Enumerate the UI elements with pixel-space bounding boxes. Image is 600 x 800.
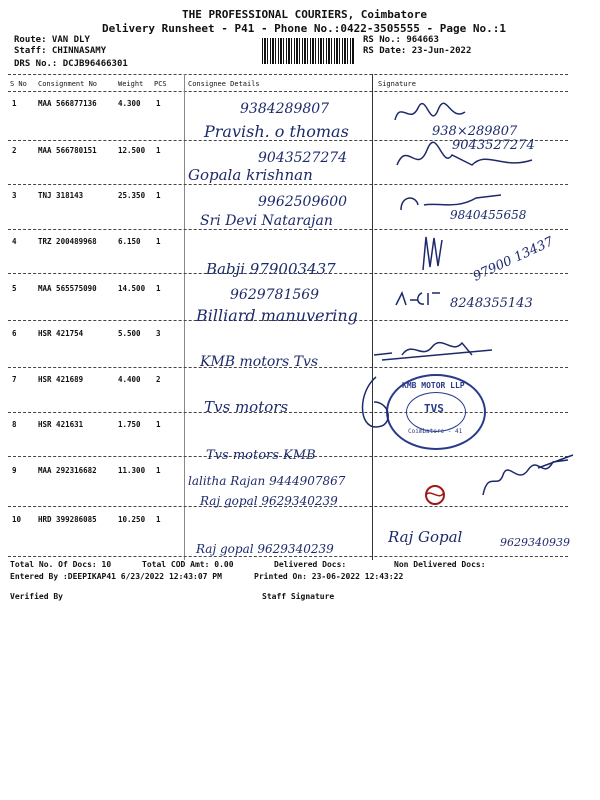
signature-text: 8248355143 [450, 296, 533, 311]
printed-on: Printed On: 23-06-2022 12:43:22 [254, 572, 404, 581]
row-weight: 5.500 [118, 329, 141, 338]
row-sno: 8 [12, 420, 17, 429]
handwritten-name: Sri Devi Natarajan [200, 213, 333, 229]
handwritten-phone: 9043527274 [258, 150, 348, 166]
rs-date: RS Date: 23-Jun-2022 [363, 46, 472, 56]
row-sno: 4 [12, 237, 17, 246]
rs-number: RS No.: 964663 [363, 35, 439, 45]
handwritten-name: Gopala krishnan [188, 166, 313, 184]
signature-scribble [392, 140, 542, 180]
col-header-pcs: PCS [154, 80, 167, 88]
col-header-signature: Signature [378, 80, 416, 88]
row-sno: 6 [12, 329, 17, 338]
barcode [262, 38, 354, 64]
row-sno: 5 [12, 284, 17, 293]
route: Route: VAN DLY [14, 35, 90, 45]
total-docs: Total No. Of Docs: 10 [10, 560, 112, 569]
company-title: THE PROFESSIONAL COURIERS, Coimbatore [182, 8, 428, 21]
company-stamp [386, 374, 486, 450]
handwritten-phone: 9384289807 [240, 101, 330, 117]
total-cod: Total COD Amt: 0.00 [142, 560, 234, 569]
row-sno: 3 [12, 191, 17, 200]
row-consignment: MAA 566780151 [38, 146, 97, 155]
row-consignment: HSR 421754 [38, 329, 84, 338]
verified-by: Verified By [10, 592, 63, 601]
signature-scribble [478, 450, 578, 500]
drs-number: DRS No.: DCJB96466301 [14, 59, 128, 69]
row-sno: 10 [12, 515, 22, 524]
signature-text: 9840455658 [450, 208, 527, 222]
stamp-name: KMB MOTOR LLP [402, 381, 465, 390]
handwritten-name: lalitha Rajan 9444907867 [188, 474, 346, 488]
red-signature [420, 480, 450, 510]
col-header-consignee: Consignee Details [188, 80, 260, 88]
row-consignment: MAA 565575090 [38, 284, 97, 293]
row-pcs: 1 [156, 284, 161, 293]
row-weight: 12.500 [118, 146, 146, 155]
row-weight: 4.400 [118, 375, 141, 384]
row-pcs: 1 [156, 420, 161, 429]
row-weight: 10.250 [118, 515, 146, 524]
handwritten-name-2: Raj gopal 9629340239 [200, 494, 338, 508]
handwritten-name: Tvs motors KMB [206, 448, 316, 463]
handwritten-name: Pravish. o thomas [204, 122, 349, 141]
row-sno: 1 [12, 99, 17, 108]
row-weight: 1.750 [118, 420, 141, 429]
row-consignment: HSR 421631 [38, 420, 84, 429]
signature-text: 938×289807 [432, 124, 518, 139]
stamp-city: Coimbatore - 41 [408, 428, 463, 435]
row-weight: 6.150 [118, 237, 141, 246]
handwritten-signature-name: Raj Gopal [388, 528, 463, 546]
row-pcs: 1 [156, 146, 161, 155]
signature-scribble [418, 232, 448, 272]
row-weight: 14.500 [118, 284, 146, 293]
signature-loop [356, 372, 396, 432]
handwritten-name: Billiard manuvering [196, 306, 358, 325]
col-header-weight: Weight [118, 80, 144, 88]
row-consignment: HSR 421689 [38, 375, 84, 384]
row-sno: 9 [12, 466, 17, 475]
row-weight: 4.300 [118, 99, 141, 108]
runsheet-subtitle: Delivery Runsheet - P41 - Phone No.:0422-3505555 - Page No.:1 [102, 22, 506, 35]
handwritten-name: Raj gopal 9629340239 [196, 542, 334, 556]
handwritten-phone: 9962509600 [258, 194, 348, 210]
row-weight: 11.300 [118, 466, 146, 475]
row-consignment: TRZ 200489968 [38, 237, 97, 246]
delivered-docs: Delivered Docs: [274, 560, 347, 569]
row-consignment: MAA 566877136 [38, 99, 97, 108]
row-pcs: 2 [156, 375, 161, 384]
col-header-consignment: Consignment No [38, 80, 98, 88]
stamp-brand: TVS [424, 402, 444, 415]
handwritten-phone: 9629781569 [230, 287, 320, 303]
handwritten-name: KMB motors Tvs [200, 354, 319, 370]
row-pcs: 1 [156, 237, 161, 246]
entered-by: Entered By :DEEPIKAP41 6/23/2022 12:43:07 PM [10, 572, 222, 581]
row-consignment: TNJ 318143 [38, 191, 84, 200]
row-pcs: 3 [156, 329, 161, 338]
signature-scribble [372, 335, 502, 365]
row-consignment: HRD 399286085 [38, 515, 97, 524]
row-pcs: 1 [156, 466, 161, 475]
row-pcs: 1 [156, 515, 161, 524]
signature-scribble [394, 290, 444, 310]
staff-signature: Staff Signature [262, 592, 335, 601]
signature-text: 9629340939 [500, 536, 570, 549]
handwritten-name: Tvs motors [204, 398, 289, 416]
signature-scribble [396, 190, 506, 220]
signature-text: 9043527274 [452, 138, 535, 153]
col-header-sno: S No [10, 80, 27, 88]
row-weight: 25.350 [118, 191, 146, 200]
row-consignment: MAA 292316682 [38, 466, 97, 475]
row-pcs: 1 [156, 99, 161, 108]
signature-scribble [390, 100, 470, 130]
row-sno: 7 [12, 375, 17, 384]
staff: Staff: CHINNASAMY [14, 46, 107, 56]
row-sno: 2 [12, 146, 17, 155]
handwritten-name: Babji 979003437 [206, 260, 336, 278]
signature-text: 97900 13437 [470, 234, 556, 285]
row-pcs: 1 [156, 191, 161, 200]
non-delivered-docs: Non Delivered Docs: [394, 560, 486, 569]
